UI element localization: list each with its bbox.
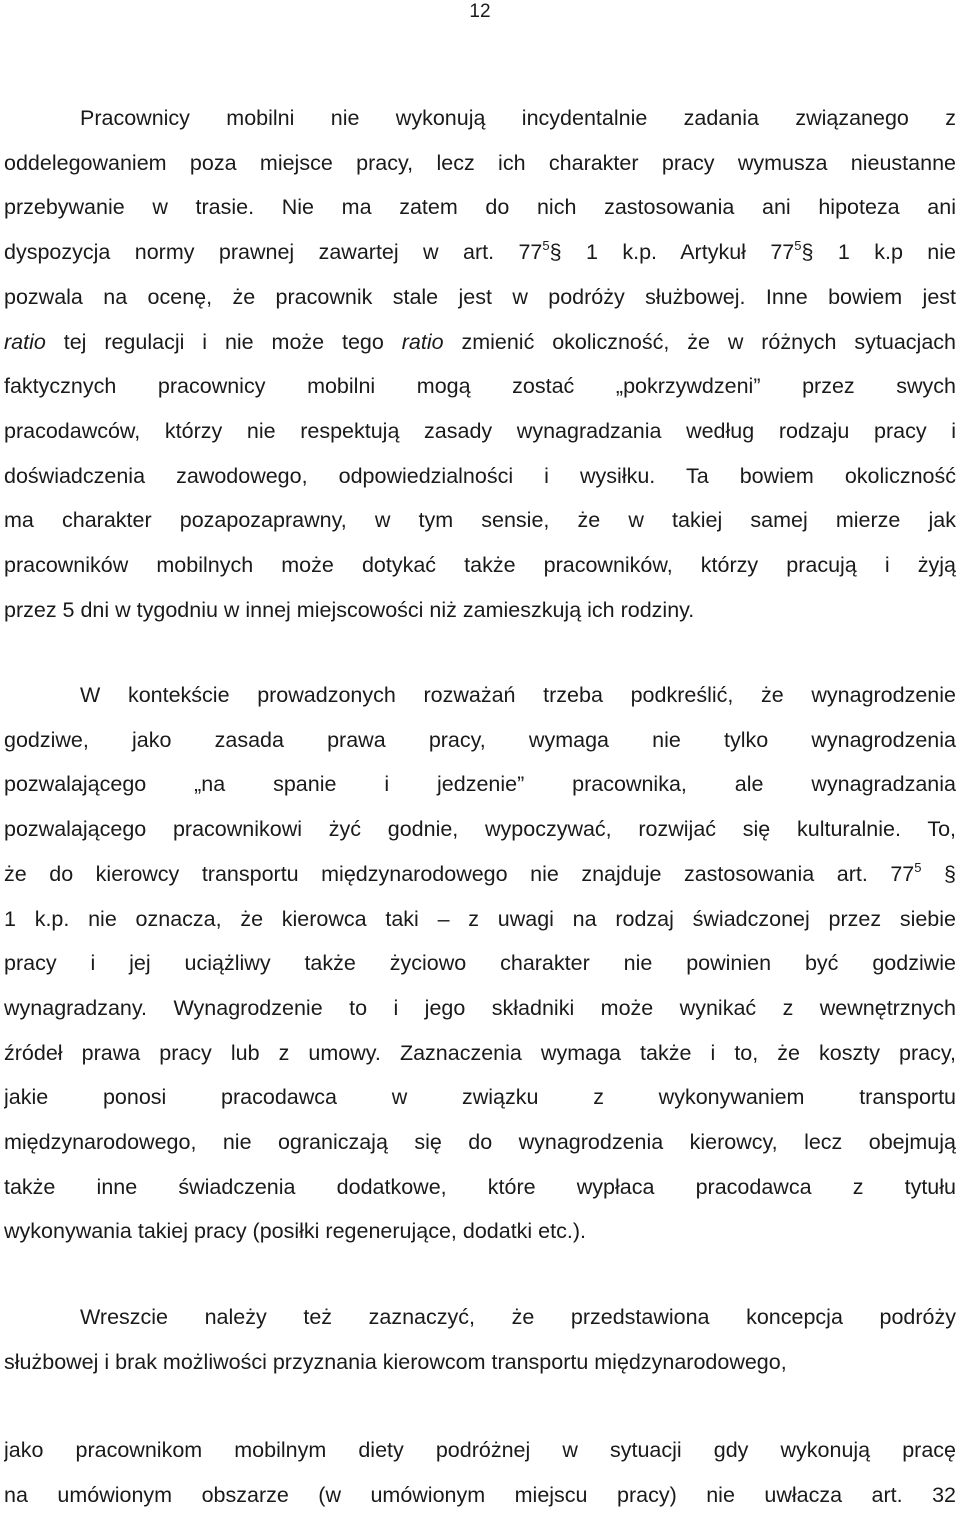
text-line: ratio tej regulacji i nie może tego ratio zmienić okoliczność, że w różnych sytuacjach	[4, 329, 956, 354]
text-line: międzynarodowego, nie ograniczają się do wynagrodzenia kierowcy, lecz obejmują	[4, 1130, 956, 1155]
text-line: pracowników mobilnych może dotykać także pracowników, którzy pracują i żyją	[4, 553, 956, 578]
text-line: że do kierowcy transportu międzynarodowego nie znajduje zastosowania art. $77^5$ §	[4, 859, 956, 886]
text-line: Wreszcie należy też zaznaczyć, że przedstawiona koncepcja podróży	[80, 1305, 956, 1329]
text-line: 1 k.p. nie oznacza, że kierowca taki – z uwagi na rodzaj świadczonej przez siebie	[4, 906, 956, 931]
text-line: pozwalającego pracownikowi żyć godnie, wypoczywać, rozwijać się kulturalnie. To,	[4, 817, 956, 842]
paragraph-continuation	[4, 1428, 956, 1517]
text-line: pozwala na ocenę, że pracownik stale jest w podróży służbowej. Inne bowiem jest	[4, 284, 956, 309]
paragraph-conclusion	[4, 1295, 956, 1384]
text-line: wykonywania takiej pracy (posiłki regenerujące, dodatki etc.).	[4, 1219, 586, 1244]
text-line: wynagradzany. Wynagrodzenie to i jego składniki może wynikać z wewnętrznych	[4, 995, 956, 1020]
section-sign: §	[801, 240, 814, 265]
text-line: jakie ponosi pracodawca w związku z wykonywaniem transportu	[4, 1085, 956, 1110]
text-line: źródeł prawa pracy lub z umowy. Zaznaczenia wymaga także i to, że koszty pracy,	[4, 1040, 956, 1065]
text-line: także inne świadczenia dodatkowe, które wypłaca pracodawca z tytułu	[4, 1174, 956, 1199]
page-number: 12	[469, 1, 491, 22]
text-line: pracy i jej uciążliwy także życiowo charakter nie powinien być godziwie	[4, 951, 956, 976]
text-line: pozwalającego „na spanie i jedzenie” pracownika, ale wynagradzania	[4, 772, 956, 797]
text-line: faktycznych pracownicy mobilni mogą zostać „pokrzywdzeni” przez swych	[4, 374, 956, 399]
text-line: przebywanie w trasie. Nie ma zatem do nich zastosowania ani hipoteza ani	[4, 195, 956, 220]
text-line: Pracownicy mobilni nie wykonują incydentalnie zadania związanego z	[80, 106, 956, 130]
section-sign: §	[549, 240, 562, 265]
paragraph-fair-remuneration	[4, 673, 956, 1254]
text-line: doświadczenia zawodowego, odpowiedzialności i wysiłku. Ta bowiem okoliczność	[4, 463, 956, 488]
text-line: dyspozycja normy prawnej zawartej w art. $77^5\S$ 1 k.p. Artykuł $77^5\S$ 1 k.p nie	[4, 238, 956, 265]
text-line: służbowej i brak możliwości przyznania kierowcom transportu międzynarodowego,	[4, 1349, 787, 1374]
text-line: W kontekście prowadzonych rozważań trzeba podkreślić, że wynagrodzenie	[80, 683, 956, 707]
text-line: oddelegowaniem poza miejsce pracy, lecz ich charakter pracy wymusza nieustanne	[4, 150, 956, 175]
text-line: ma charakter pozapozaprawny, w tym sensie, że w takiej samej mierze jak	[4, 508, 956, 533]
text-line: przez 5 dni w tygodniu w innej miejscowości niż zamieszkują ich rodziny.	[4, 597, 695, 622]
text-line: na umówionym obszarze (w umówionym miejscu pracy) nie uwłacza art. 32	[4, 1482, 956, 1507]
text-line: pracodawców, którzy nie respektują zasady wynagradzania według rodzaju pracy i	[4, 418, 956, 443]
text-line: godziwe, jako zasada prawa pracy, wymaga nie tylko wynagrodzenia	[4, 727, 956, 752]
paragraph-mobile-workers	[4, 96, 956, 632]
section-sign: §	[944, 861, 956, 886]
text-line: jako pracownikom mobilnym diety podróżnej w sytuacji gdy wykonują pracę	[4, 1438, 956, 1462]
